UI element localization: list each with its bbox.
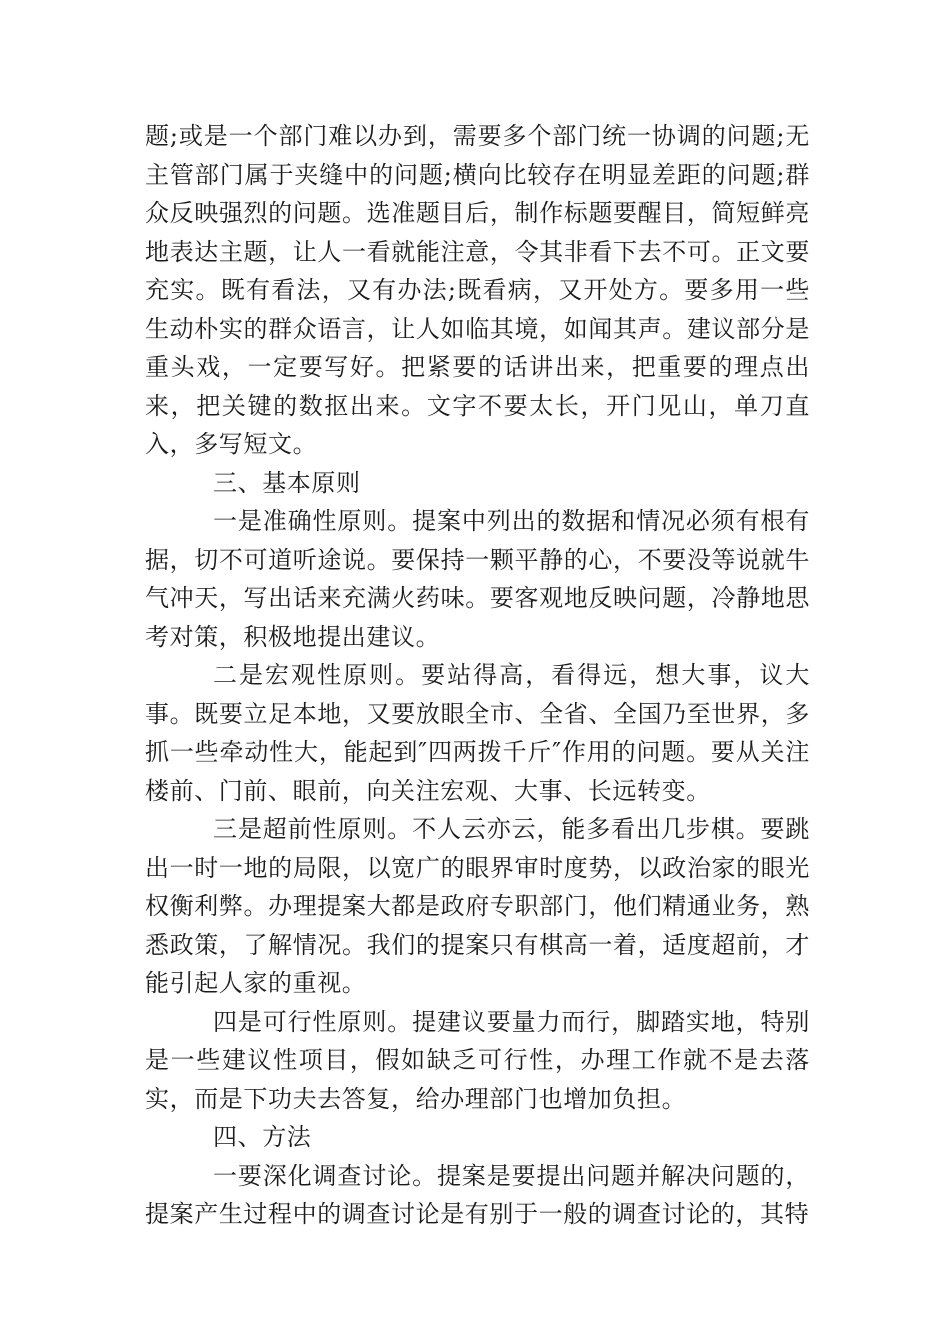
paragraph-continuation: 题;或是一个部门难以办到，需要多个部门统一协调的问题;无主管部门属于夹缝中的问题;横向比较存在明显差距的问题;群众反映强烈的问题。选准题目后，制作标题要醒目，简短鲜亮地表达主题，让人一看就能注意，令其非看下去不可。正文要充实。既有看法，又有办法;既看病，又开处方。要多用一些生动朴实的群众语言，让人如临其境，如闻其声。建议部分是重头戏，一定要写好。把紧要的话讲出来，把重要的理点出来，把关键的数抠出来。文字不要太长，开门见山，单刀直入，多写短文。 xyxy=(145,122,810,458)
document-page xyxy=(145,117,810,1234)
section-heading-methods: 四、方法 xyxy=(213,1123,312,1151)
section-heading-basic-principles: 三、基本原则 xyxy=(213,468,361,497)
paragraph-forward-looking-principle: 三是超前性原则。不人云亦云，能多看出几步棋。要跳出一时一地的局限，以宽广的眼界审时度势，以政治家的眼光权衡利弊。办理提案大都是政府专职部门，他们精通业务，熟悉政策，了解情况。我们的提案只有棋高一着，适度超前，才能引起人家的重视。 xyxy=(145,815,810,997)
paragraph-accuracy-principle: 一是准确性原则。提案中列出的数据和情况必须有根有据，切不可道听途说。要保持一颗平静的心，不要没等说就牛气冲天，写出话来充满火药味。要客观地反映问题，冷静地思考对策，积极地提出建议。 xyxy=(145,507,810,651)
paragraph-macro-principle: 二是宏观性原则。要站得高，看得远，想大事，议大事。既要立足本地，又要放眼全市、全省、全国乃至世界，多抓一些牵动性大，能起到″四两拨千斤″作用的问题。要从关注楼前、门前、眼前，向关注宏观、大事、长远转变。 xyxy=(145,661,810,805)
paragraph-feasibility-principle: 四是可行性原则。提建议要量力而行，脚踏实地，特别是一些建议性项目，假如缺乏可行性，办理工作就不是去落实，而是下功夫去答复，给办理部门也增加负担。 xyxy=(145,1007,810,1113)
paragraph-deepen-research: 一要深化调查讨论。提案是要提出问题并解决问题的，提案产生过程中的调查讨论是有别于一般的调查讨论的，其特 xyxy=(145,1161,810,1228)
